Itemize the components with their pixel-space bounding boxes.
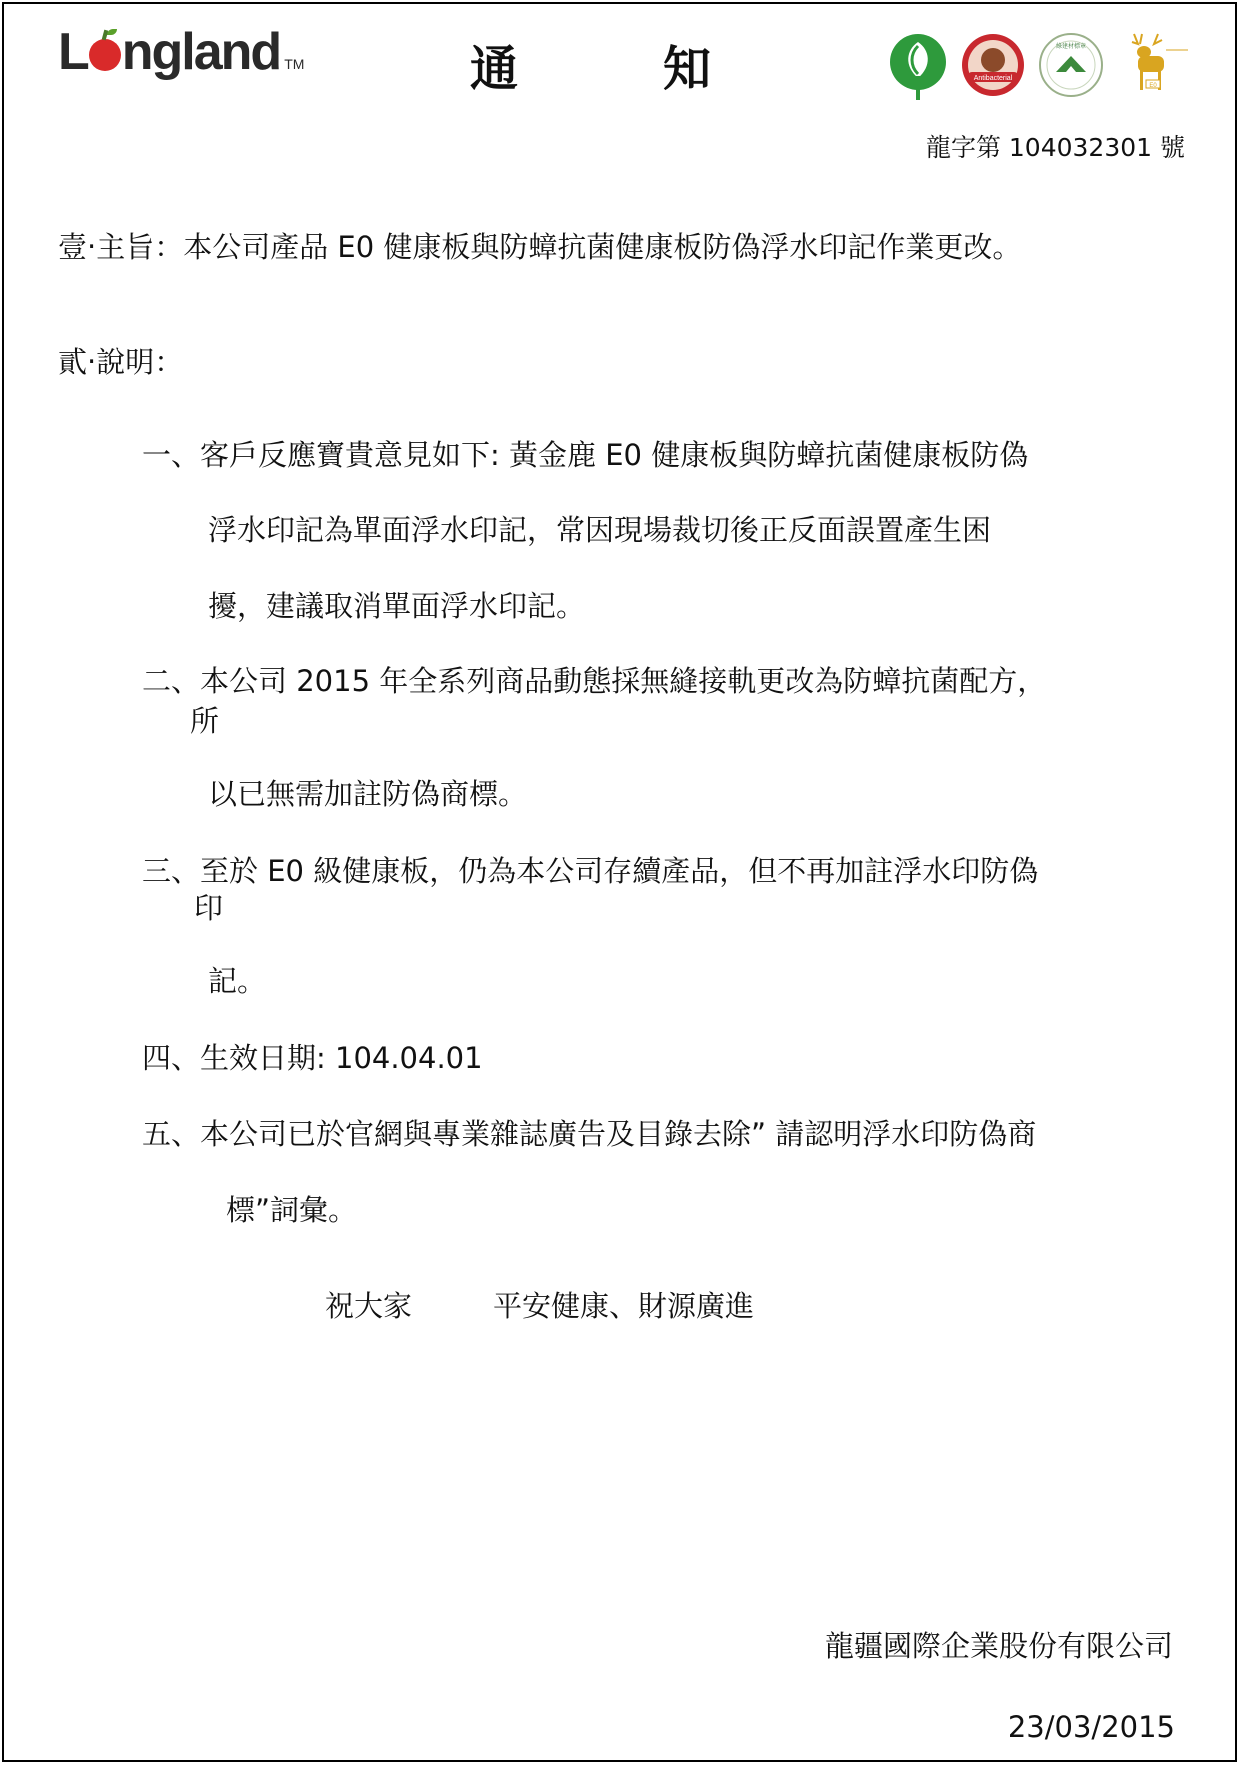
closing-wish: 祝大家: [325, 1289, 413, 1323]
apple-icon: [89, 39, 121, 71]
item-5-line-2: 標”詞彙。: [226, 1193, 358, 1227]
golden-deer-e0-icon: [1118, 30, 1190, 94]
item-3-line-1-wrap: 印: [194, 891, 224, 925]
document-date: 23/03/2015: [1007, 1710, 1175, 1744]
item-1-line-3: 擾，建議取消單面浮水印記。: [208, 589, 586, 623]
item-2-line-1-wrap: 所: [190, 704, 220, 738]
explanation-heading: 貳‧說明：: [58, 345, 184, 379]
closing-blessing: 平安健康、財源廣進: [493, 1289, 755, 1323]
svg-text:綠建材標章: 綠建材標章: [1055, 43, 1087, 50]
svg-text:Antibacterial: Antibacterial: [973, 75, 1013, 82]
item-1-line-1: 一、客戶反應寶貴意見如下: 黃金鹿 E0 健康板與防蟑抗菌健康板防偽: [142, 438, 1029, 472]
document-number: 龍字第 104032301 號: [925, 133, 1185, 162]
title-char-2: 知: [663, 41, 712, 97]
green-building-material-icon: [1038, 32, 1104, 98]
green-mark-icon: [888, 32, 948, 104]
item-3-line-2: 記。: [208, 964, 267, 998]
item-4-effective-date: 四、生效日期: 104.04.01: [142, 1041, 483, 1075]
longland-logo: L ngland TM: [58, 23, 305, 81]
item-3-line-1: 三、至於 E0 級健康板，仍為本公司存續產品，但不再加註浮水印防偽: [142, 854, 1039, 888]
item-5-line-1: 五、本公司已於官網與專業雜誌廣告及目錄去除” 請認明浮水印防偽商: [142, 1117, 1037, 1151]
svg-text:E0: E0: [1149, 83, 1157, 89]
subject-line: 壹‧主旨：本公司產品 E0 健康板與防蟑抗菌健康板防偽浮水印記作業更改。: [58, 230, 1022, 264]
title-char-1: 通: [470, 41, 519, 97]
company-name: 龍疆國際企業股份有限公司: [824, 1629, 1173, 1663]
item-2-line-1: 二、本公司 2015 年全系列商品動態採無縫接軌更改為防蟑抗菌配方，: [142, 664, 1047, 698]
item-2-line-2: 以已無需加註防偽商標。: [208, 777, 528, 811]
item-1-line-2: 浮水印記為單面浮水印記，常因現場裁切後正反面誤置產生困: [208, 513, 992, 547]
antibacterial-icon: [960, 32, 1026, 98]
